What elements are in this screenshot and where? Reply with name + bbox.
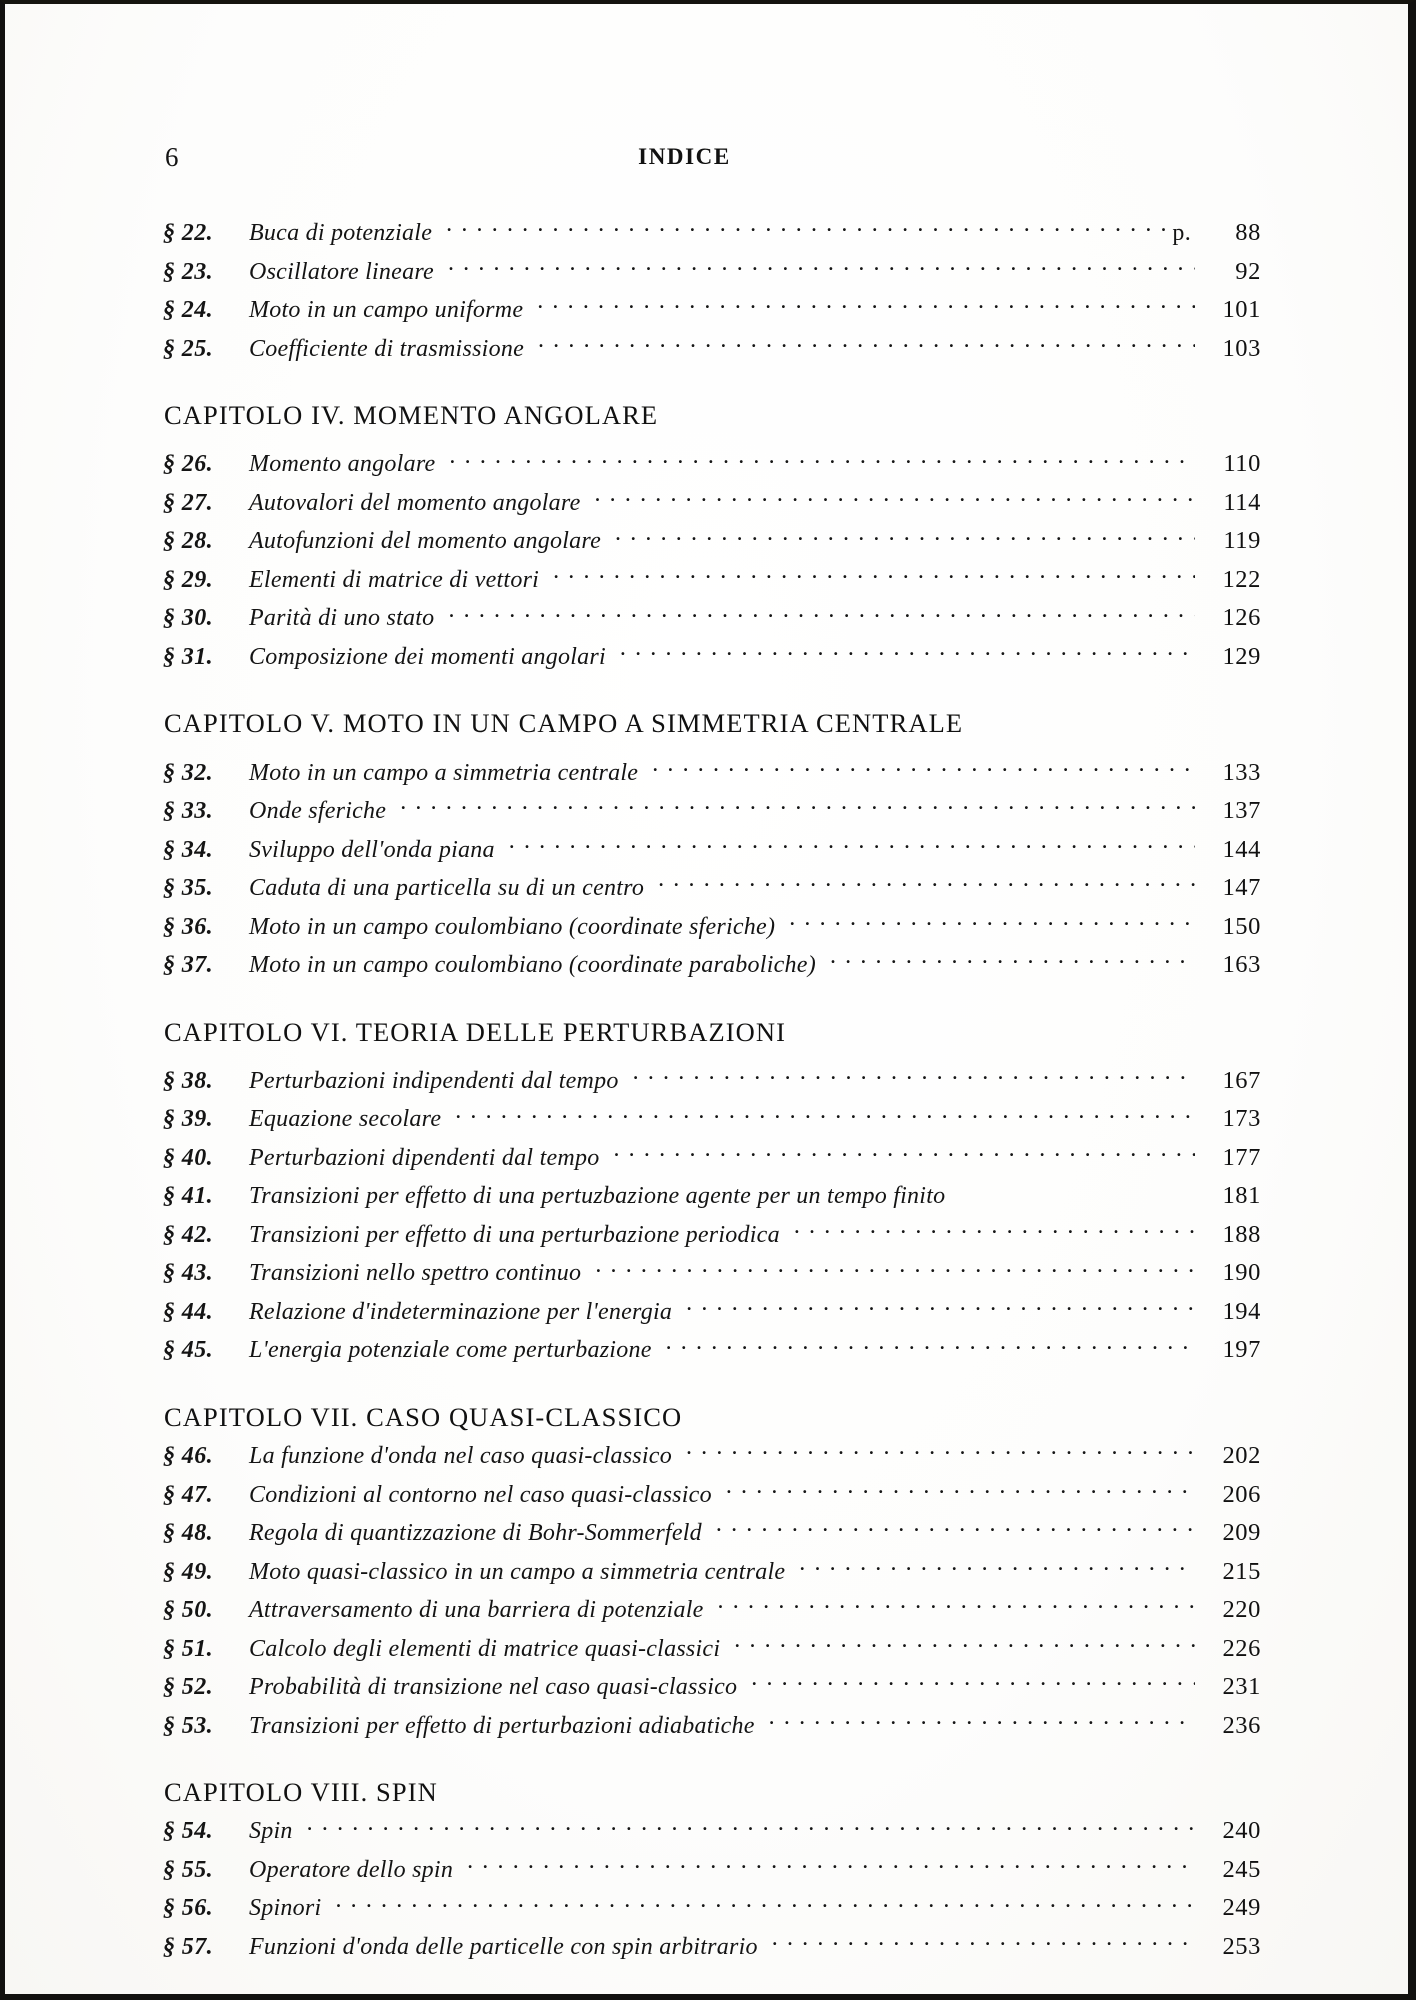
toc-entry-section-number: § 35. (163, 875, 213, 902)
toc-entry-section-number: § 43. (163, 1260, 213, 1287)
toc-entry-section-number: § 27. (163, 489, 213, 516)
toc-entry-section-number: § 51. (163, 1635, 213, 1662)
toc-entry-section-number: § 48. (163, 1520, 213, 1547)
toc-entry[interactable] (163, 524, 1261, 563)
toc-entry-page-number: 181 (1222, 1182, 1261, 1210)
toc-dot-leader (830, 948, 1195, 972)
toc-entry-section-number: § 42. (163, 1221, 213, 1248)
page-folio-number: 6 (165, 142, 179, 172)
toc-entry-section-number: § 52. (163, 1674, 213, 1701)
toc-entry-page-number: 202 (1222, 1442, 1261, 1470)
toc-entry-page-number: 129 (1222, 642, 1261, 670)
toc-dot-leader (446, 216, 1168, 240)
toc-entry[interactable] (163, 910, 1261, 949)
toc-entry-section-number: § 24. (163, 297, 213, 323)
toc-entry[interactable] (163, 1218, 1261, 1257)
toc-entry-page-number: 88 (1235, 219, 1261, 246)
toc-entry-title: Perturbazioni indipendenti dal tempo (249, 1067, 619, 1094)
toc-entry-title: Spinori (249, 1895, 322, 1922)
toc-entry[interactable] (163, 1593, 1261, 1632)
toc-entry-title: Moto in un campo uniforme (249, 297, 524, 323)
toc-dot-leader (734, 1632, 1195, 1656)
toc-entry-section-number: § 46. (163, 1443, 213, 1470)
chapter-heading: CAPITOLO VII. CASO QUASI-CLASSICO (164, 1401, 683, 1432)
table-of-contents (163, 216, 1261, 1968)
toc-entry-title: Elementi di matrice di vettori (249, 566, 540, 593)
toc-dot-leader (594, 486, 1195, 510)
toc-dot-leader (726, 1478, 1195, 1502)
toc-entry-section-number: § 44. (163, 1298, 213, 1325)
toc-page-prefix: p. (1172, 220, 1191, 246)
toc-entry-title: Autovalori del momento angolare (249, 489, 581, 516)
page-sheet (5, 4, 1408, 1994)
toc-dot-leader (400, 794, 1195, 818)
chapter-heading: CAPITOLO V. MOTO IN UN CAMPO A SIMMETRIA CENTRALE (164, 708, 964, 739)
toc-entry-title: Attraversamento di una barriera di potenziale (249, 1597, 704, 1624)
chapter-heading: CAPITOLO VI. TEORIA DELLE PERTURBAZIONI (164, 1016, 787, 1047)
toc-dot-leader (686, 1295, 1195, 1319)
toc-entry-page-number: 215 (1222, 1557, 1261, 1585)
toc-entry-page-number: 163 (1222, 951, 1261, 979)
running-head (5, 142, 1408, 176)
toc-entry-title: Caduta di una particella su di un centro (249, 875, 645, 902)
toc-entry-section-number: § 25. (163, 335, 213, 362)
toc-entry-page-number: 144 (1222, 835, 1261, 863)
toc-entry[interactable] (163, 1141, 1261, 1180)
toc-entry-section-number: § 30. (163, 605, 213, 632)
toc-entry-title: Regola di quantizzazione di Bohr-Sommerfeld (249, 1520, 702, 1547)
toc-entry-title: Moto in un campo a simmetria centrale (249, 759, 639, 786)
toc-entry-title: Transizioni per effetto di una pertuzbazione agente per un tempo finito (249, 1183, 946, 1210)
toc-entry-page-number: 122 (1222, 565, 1261, 593)
toc-entry-page-number: 206 (1222, 1480, 1261, 1508)
toc-dot-leader (658, 871, 1195, 895)
toc-dot-leader (794, 1218, 1195, 1242)
toc-entry-title: Sviluppo dell'onda piana (249, 836, 495, 863)
toc-entry-section-number: § 47. (163, 1481, 213, 1508)
toc-dot-leader (633, 1064, 1195, 1088)
toc-entry[interactable] (163, 1930, 1261, 1969)
toc-entry-section-number: § 37. (163, 952, 213, 979)
toc-entry[interactable] (163, 640, 1261, 679)
toc-dot-leader (959, 1179, 1195, 1203)
toc-entry[interactable] (163, 601, 1261, 640)
toc-entry[interactable] (163, 1333, 1261, 1372)
toc-entry-title: Parità di uno stato (249, 605, 435, 632)
toc-entry-section-number: § 34. (163, 836, 213, 863)
toc-entry-title: Transizioni per effetto di una perturbazione periodica (249, 1221, 780, 1248)
toc-entry-page-number: 253 (1222, 1932, 1261, 1960)
toc-entry-section-number: § 39. (163, 1106, 213, 1133)
toc-entry[interactable] (163, 216, 1261, 255)
toc-dot-leader (620, 640, 1195, 664)
toc-entry-page-number: 220 (1222, 1596, 1261, 1624)
toc-entry-page-number: 190 (1222, 1259, 1261, 1287)
toc-entry-title: Probabilità di transizione nel caso quasi-classico (249, 1674, 738, 1701)
toc-dot-leader (553, 563, 1195, 587)
toc-entry-section-number: § 31. (163, 643, 213, 670)
toc-dot-leader (772, 1930, 1195, 1954)
toc-dot-leader (789, 910, 1195, 934)
toc-entry-page-number: 114 (1223, 488, 1261, 516)
toc-dot-leader (799, 1555, 1195, 1579)
toc-entry-title: Transizioni per effetto di perturbazioni adiabatiche (249, 1712, 755, 1739)
toc-entry-section-number: § 41. (163, 1183, 213, 1210)
toc-entry-title: Composizione dei momenti angolari (249, 643, 606, 670)
toc-entry-page-number: 197 (1222, 1336, 1261, 1364)
toc-entry-title: Equazione secolare (249, 1106, 442, 1133)
toc-entry-title: Funzioni d'onda delle particelle con spin arbitrario (249, 1933, 758, 1960)
toc-dot-leader (718, 1593, 1195, 1617)
toc-entry-section-number: § 26. (163, 451, 213, 478)
toc-entry-title: Operatore dello spin (249, 1856, 454, 1883)
toc-entry-title: Perturbazioni dipendenti dal tempo (249, 1144, 600, 1171)
toc-entry[interactable] (163, 332, 1261, 371)
toc-entry-title: Moto in un campo coulombiano (coordinate paraboliche) (249, 952, 816, 979)
toc-entry[interactable] (163, 1439, 1261, 1478)
toc-dot-leader (537, 293, 1195, 317)
toc-entry[interactable] (163, 1064, 1261, 1103)
toc-entry-page-number: 101 (1222, 296, 1261, 323)
toc-entry-section-number: § 40. (163, 1144, 213, 1171)
toc-dot-leader (335, 1891, 1195, 1915)
toc-entry-section-number: § 29. (163, 566, 213, 593)
toc-entry-section-number: § 49. (163, 1558, 213, 1585)
toc-entry-title: Oscillatore lineare (249, 258, 434, 285)
toc-entry-title: Autofunzioni del momento angolare (249, 528, 601, 555)
toc-entry-title: Calcolo degli elementi di matrice quasi-classici (249, 1635, 721, 1662)
toc-dot-leader (615, 524, 1195, 548)
toc-entry-section-number: § 23. (163, 258, 213, 285)
toc-entry[interactable] (163, 293, 1261, 332)
toc-entry-page-number: 177 (1222, 1143, 1261, 1171)
toc-dot-leader (716, 1516, 1195, 1540)
chapter-heading: CAPITOLO IV. MOMENTO ANGOLARE (164, 400, 659, 430)
toc-entry[interactable] (163, 1295, 1261, 1334)
toc-entry[interactable] (163, 563, 1261, 602)
toc-entry-page-number: 126 (1222, 604, 1261, 632)
toc-entry-section-number: § 22. (163, 220, 213, 246)
toc-dot-leader (448, 601, 1195, 625)
toc-entry-title: Condizioni al contorno nel caso quasi-classico (249, 1481, 712, 1508)
toc-entry[interactable] (163, 794, 1261, 833)
toc-entry-page-number: 236 (1222, 1711, 1261, 1739)
toc-entry-page-number: 92 (1235, 257, 1261, 285)
running-title: INDICE (638, 144, 731, 169)
toc-entry[interactable] (163, 1516, 1261, 1555)
toc-entry[interactable] (163, 948, 1261, 987)
toc-entry-section-number: § 45. (163, 1337, 213, 1364)
toc-entry-page-number: 167 (1222, 1066, 1261, 1094)
toc-dot-leader (686, 1439, 1195, 1463)
toc-entry[interactable] (163, 871, 1261, 910)
toc-entry-section-number: § 33. (163, 798, 213, 825)
toc-entry-section-number: § 50. (163, 1597, 213, 1624)
toc-entry-section-number: § 56. (163, 1895, 213, 1922)
toc-entry[interactable] (163, 1670, 1261, 1709)
toc-entry[interactable] (163, 1853, 1261, 1892)
toc-entry-section-number: § 36. (163, 913, 213, 940)
toc-dot-leader (509, 833, 1195, 857)
toc-entry[interactable] (163, 1555, 1261, 1594)
toc-dot-leader (751, 1670, 1195, 1694)
toc-entry-title: Moto quasi-classico in un campo a simmetria centrale (249, 1558, 786, 1585)
chapter-heading: CAPITOLO VIII. SPIN (164, 1777, 438, 1808)
toc-entry[interactable] (163, 1891, 1261, 1930)
toc-entry[interactable] (163, 756, 1261, 795)
toc-entry-section-number: § 28. (163, 528, 213, 555)
toc-dot-leader (467, 1853, 1195, 1877)
toc-entry-page-number: 119 (1223, 527, 1261, 555)
toc-entry-title: Coefficiente di trasmissione (249, 335, 524, 362)
toc-dot-leader (455, 1102, 1195, 1126)
toc-entry-page-number: 137 (1222, 797, 1261, 825)
toc-entry-page-number: 173 (1222, 1105, 1261, 1133)
toc-dot-leader (595, 1256, 1195, 1280)
toc-entry[interactable] (163, 255, 1261, 294)
toc-entry-page-number: 150 (1222, 912, 1261, 940)
toc-entry-page-number: 226 (1222, 1634, 1261, 1662)
toc-entry-page-number: 188 (1222, 1220, 1261, 1248)
toc-entry-title: Transizioni nello spettro continuo (249, 1260, 582, 1287)
toc-entry-title: Spin (249, 1818, 293, 1845)
toc-dot-leader (613, 1141, 1195, 1165)
toc-entry[interactable] (163, 833, 1261, 872)
toc-entry-title: L'energia potenziale come perturbazione (249, 1337, 652, 1364)
toc-entry-page-number: 249 (1222, 1894, 1261, 1922)
toc-entry-section-number: § 53. (163, 1712, 213, 1739)
toc-entry-title: Buca di potenziale (249, 220, 433, 246)
toc-dot-leader (769, 1709, 1195, 1733)
toc-entry-title: Onde sferiche (249, 798, 387, 825)
toc-entry-page-number: 133 (1222, 758, 1261, 786)
toc-entry-title: Moto in un campo coulombiano (coordinate sferiche) (249, 913, 776, 940)
toc-dot-leader (449, 447, 1195, 471)
toc-entry[interactable] (163, 1478, 1261, 1517)
toc-dot-leader (666, 1333, 1195, 1357)
toc-entry-section-number: § 57. (163, 1933, 213, 1960)
toc-entry[interactable] (163, 1709, 1261, 1748)
toc-dot-leader (307, 1814, 1195, 1838)
toc-entry-section-number: § 55. (163, 1856, 213, 1883)
toc-entry-title: La funzione d'onda nel caso quasi-classico (249, 1443, 672, 1470)
toc-entry-page-number: 103 (1222, 334, 1261, 362)
toc-entry-page-number: 110 (1223, 450, 1261, 478)
toc-dot-leader (538, 332, 1195, 356)
toc-entry[interactable] (163, 1632, 1261, 1671)
toc-entry[interactable] (163, 486, 1261, 525)
toc-entry-page-number: 245 (1222, 1855, 1261, 1883)
toc-entry-title: Momento angolare (249, 451, 436, 478)
toc-entry-section-number: § 54. (163, 1818, 213, 1845)
toc-entry[interactable] (163, 1814, 1261, 1853)
toc-entry[interactable] (163, 1102, 1261, 1141)
toc-entry-section-number: § 32. (163, 759, 213, 786)
toc-entry-page-number: 209 (1222, 1519, 1261, 1547)
toc-entry-page-number: 147 (1222, 874, 1261, 902)
toc-entry-title: Relazione d'indeterminazione per l'energia (249, 1298, 673, 1325)
toc-entry[interactable] (163, 1256, 1261, 1295)
toc-entry-section-number: § 38. (163, 1067, 213, 1094)
toc-dot-leader (448, 255, 1195, 279)
toc-dot-leader (652, 756, 1195, 780)
toc-entry-page-number: 240 (1222, 1817, 1261, 1845)
toc-entry[interactable] (163, 1179, 1261, 1218)
toc-entry[interactable] (163, 447, 1261, 486)
toc-entry-page-number: 231 (1222, 1673, 1261, 1701)
toc-entry-page-number: 194 (1222, 1297, 1261, 1325)
